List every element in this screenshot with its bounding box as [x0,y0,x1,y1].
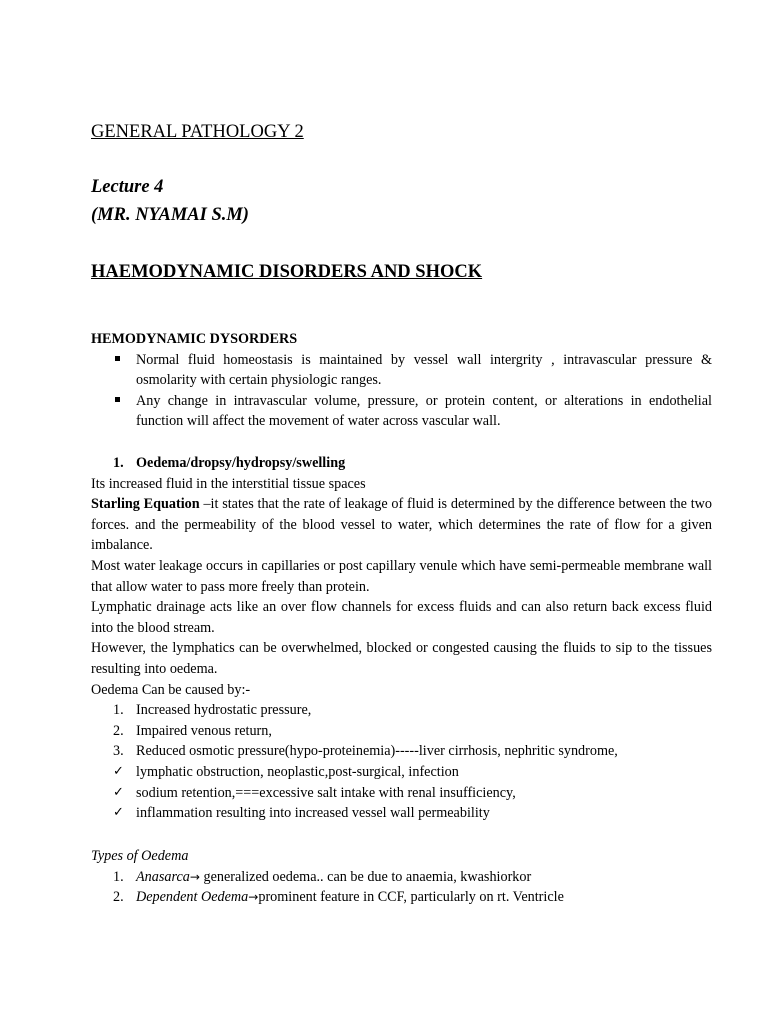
cause-text: Increased hydrostatic pressure, [136,702,312,719]
paragraph: Most water leakage occurs in capillaries or post capillary venule which have semi-permeable membrane wall that allow water to pass more freely than protein. [91,557,712,595]
paragraph: Lymphatic drainage acts like an over flow channels for excess fluids and can also return back excess fluid into the blood stream. [91,599,712,636]
section-hemodynamic [91,329,712,432]
section-heading: HEMODYNAMIC DYSORDERS [91,331,298,347]
types-heading: Types of Oedema [91,848,189,864]
cause-text: Reduced osmotic pressure(hypo-proteinemia)-----liver cirrhosis, nephritic syndrome, [136,743,618,760]
document-page [91,0,712,1024]
checked-cause-item [91,783,712,804]
list-number: 1. [113,868,124,885]
checkmark-icon: ✓ [113,763,124,779]
cause-item [91,741,712,762]
checked-cause-item [91,762,712,783]
type-item [91,867,712,888]
heading-number: 1. [113,455,124,471]
cause-text: lymphatic obstruction, neoplastic,post-surgical, infection [136,763,459,780]
section-types-of-oedema [91,846,712,908]
starling-text: –it states that the rate of leakage of fluid is determined by the difference between the two forces. and the permeability of the blood vessel to water, which determines the rate of flow for a given imbalance. [91,496,712,554]
heading-text: Oedema/dropsy/hydropsy/swelling [136,455,346,471]
topic-title: HAEMODYNAMIC DISORDERS AND SHOCK [91,262,483,282]
paragraph: However, the lymphatics can be overwhelmed, blocked or congested causing the fluids to sip to the tissues resulting into oedema. [91,640,712,677]
causes-list [91,700,712,824]
list-number: 2. [113,722,124,739]
type-item [91,887,712,908]
list-number: 1. [113,702,124,719]
cause-text: Impaired venous return, [136,722,272,739]
cause-item [91,721,712,742]
lecturer-name: (MR. NYAMAI S.M) [91,205,249,225]
course-title: GENERAL PATHOLOGY 2 [91,122,304,142]
bullet-list [91,350,712,432]
arrow-right-icon: → [189,869,200,884]
list-number: 2. [113,889,124,906]
bullet-item: Normal fluid homeostasis is maintained by vessel wall intergrity , intravascular pressure & osmolarity with certain physiologic ranges. [91,350,712,391]
type-description: prominent feature in CCF, particularly on rt. Ventricle [258,889,564,906]
types-list [91,867,712,908]
cause-text: sodium retention,===excessive salt intake with renal insufficiency, [136,784,516,801]
type-term: Dependent Oedema [136,889,249,906]
starling-term: Starling Equation [91,496,200,513]
paragraph: Oedema Can be caused by:- [91,681,251,698]
starling-paragraph [91,494,712,556]
oedema-heading [91,453,712,474]
type-description: generalized oedema.. can be due to anaemia, kwashiorkor [199,868,532,885]
type-term: Anasarca [136,868,190,885]
cause-text: inflammation resulting into increased vessel wall permeability [136,805,490,822]
bullet-item: Any change in intravascular volume, pressure, or protein content, or alterations in endothelial function will affect the movement of water across vascular wall. [91,391,712,432]
lecture-number: Lecture 4 [91,177,164,197]
checkmark-icon: ✓ [113,784,124,800]
list-number: 3. [113,743,124,760]
arrow-right-icon: → [248,890,259,905]
section-oedema [91,453,712,824]
oedema-definition: Its increased fluid in the interstitial tissue spaces [91,475,366,492]
checked-cause-item [91,803,712,824]
cause-item [91,700,712,721]
checkmark-icon: ✓ [113,805,124,821]
